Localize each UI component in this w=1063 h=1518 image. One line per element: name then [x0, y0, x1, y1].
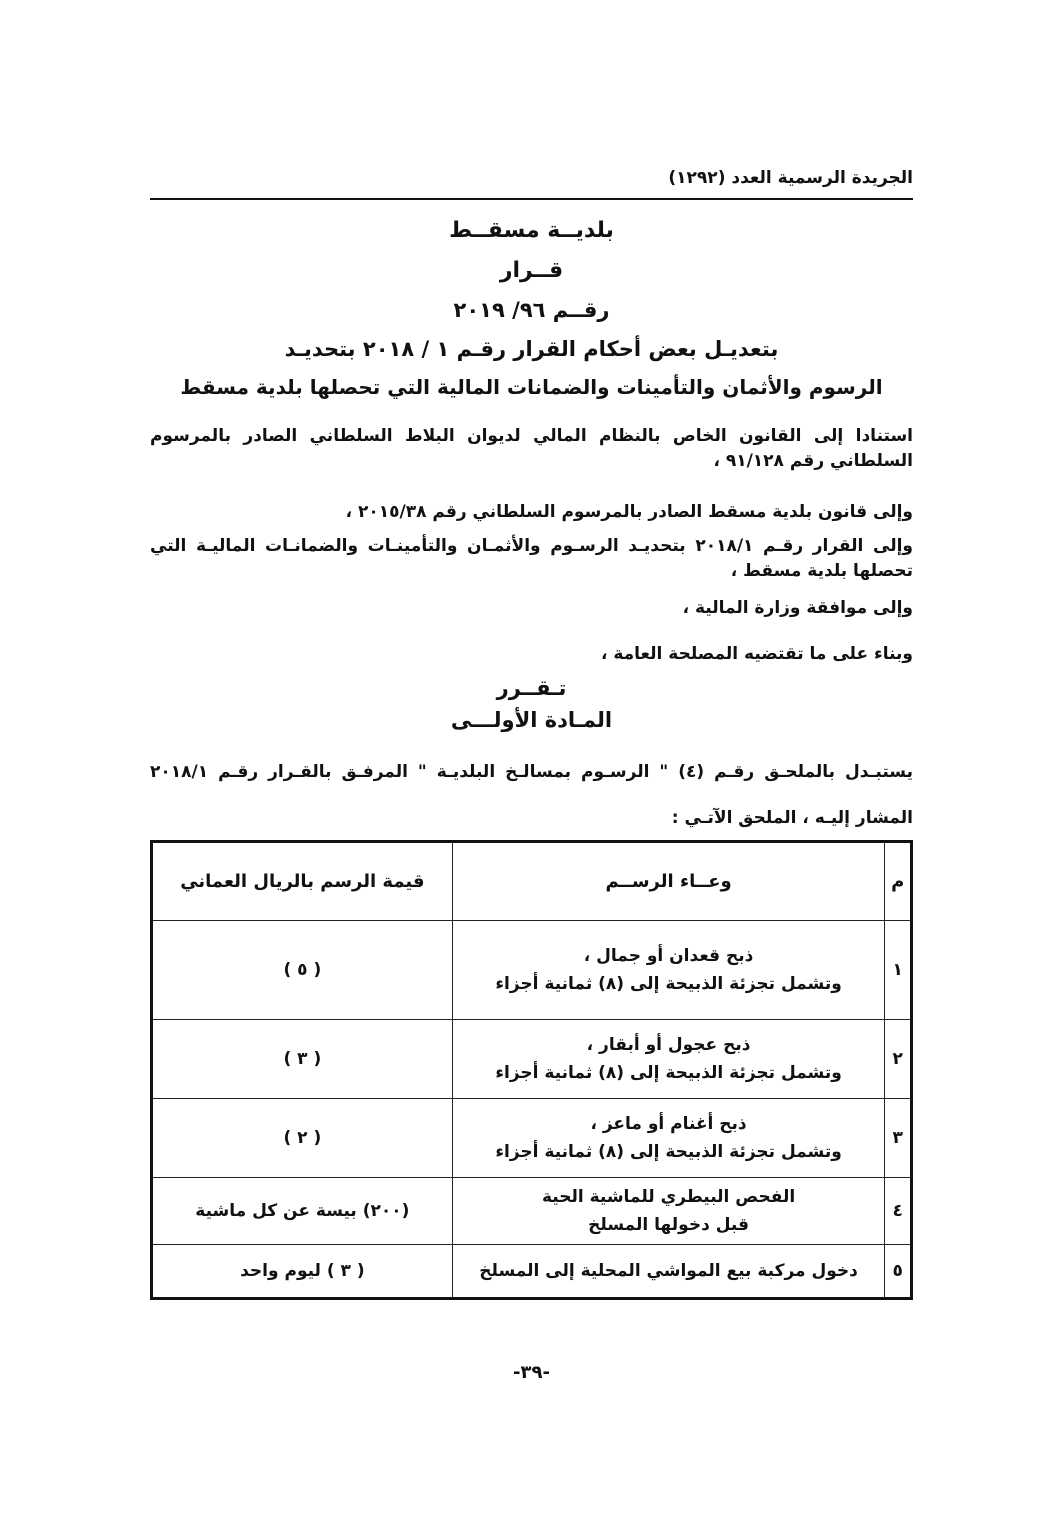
header-divider — [150, 198, 913, 200]
article-text-line-2: المشار إليـه ، الملحق الآتـي : — [671, 808, 913, 828]
article-text-line-1: يستبـدل بالملحـق رقـم (٤) " الرسـوم بمسالـخ البلديـة " المرفـق بالقـرار رقـم ٢٠١٨/١ — [150, 762, 913, 782]
row-value: ( ٣ ) ليوم واحد — [152, 1245, 453, 1299]
row-value: ( ٣ ) — [152, 1020, 453, 1099]
table-row — [152, 1099, 912, 1178]
header-description: وعــاء الرســم — [452, 842, 885, 921]
header-num: م — [885, 842, 912, 921]
fees-table — [150, 840, 913, 1300]
table-header-row — [152, 842, 912, 921]
header-value: قيمة الرسم بالريال العماني — [152, 842, 453, 921]
description-line: دخول مركبة بيع المواشي المحلية إلى المسلخ — [479, 1261, 858, 1281]
row-value: ( ٢ ) — [152, 1099, 453, 1178]
description-line: الفحص البيطري للماشية الحية — [541, 1187, 796, 1207]
table-row — [152, 1245, 912, 1299]
row-description — [452, 921, 885, 1020]
preamble-paragraph-5: وبناء على ما تقتضيه المصلحة العامة ، — [600, 644, 913, 664]
row-value: (٢٠٠) بيسة عن كل ماشية — [152, 1178, 453, 1245]
row-num: ٢ — [885, 1020, 912, 1099]
issuer-title: بلديــة مسقــط — [449, 218, 614, 243]
row-num: ٣ — [885, 1099, 912, 1178]
row-num: ٤ — [885, 1178, 912, 1245]
description-line: ذبح قعدان أو جمال ، — [583, 946, 754, 966]
row-description — [452, 1020, 885, 1099]
row-description — [452, 1245, 885, 1299]
preamble-paragraph-1: استنادا إلى القانون الخاص بالنظام المالي لديوان البلاط السلطاني الصادر بالمرسوم السلطاني رقم ٩١/١٢٨ ، — [150, 426, 913, 471]
description-line: قبل دخولها المسلخ — [588, 1215, 749, 1235]
table-row — [152, 1020, 912, 1099]
description-line: ذبح أغنام أو ماعز ، — [590, 1114, 747, 1134]
running-header: الجريدة الرسمية العدد (١٢٩٢) — [668, 168, 913, 188]
row-description — [452, 1178, 885, 1245]
article-heading: المـادة الأولـــى — [450, 708, 613, 732]
subject-line-2: الرسوم والأثمان والتأمينات والضمانات المالية التي تحصلها بلدية مسقط — [180, 375, 883, 399]
description-line: وتشمل تجزئة الذبيحة إلى (٨) ثمانية أجزاء — [495, 1142, 842, 1162]
row-num: ٥ — [885, 1245, 912, 1299]
description-line: وتشمل تجزئة الذبيحة إلى (٨) ثمانية أجزاء — [495, 974, 842, 994]
table-row — [152, 1178, 912, 1245]
preamble-paragraph-2: وإلى قانون بلدية مسقط الصادر بالمرسوم السلطاني رقم ٢٠١٥/٣٨ ، — [345, 502, 913, 522]
row-description — [452, 1099, 885, 1178]
row-num: ١ — [885, 921, 912, 1020]
preamble-paragraph-3: وإلى القرار رقـم ٢٠١٨/١ بتحديـد الرسـوم والأثمـان والتأمينـات والضمانـات الماليـة التي تحصلها بلدية مسقط ، — [150, 536, 913, 581]
decision-number: رقــم ٩٦/ ٢٠١٩ — [453, 298, 610, 322]
page-number: -٣٩- — [513, 1362, 550, 1383]
document-type: قــرار — [499, 258, 564, 283]
description-line: وتشمل تجزئة الذبيحة إلى (٨) ثمانية أجزاء — [495, 1063, 842, 1083]
preamble-paragraph-4: وإلى موافقة وزارة المالية ، — [682, 598, 913, 618]
row-value: ( ٥ ) — [152, 921, 453, 1020]
decision-heading: تـقــرر — [496, 676, 567, 700]
description-line: ذبح عجول أو أبقار ، — [586, 1035, 751, 1055]
table-row — [152, 921, 912, 1020]
subject-line-1: بتعديـل بعض أحكام القرار رقـم ١ / ٢٠١٨ بتحديـد — [284, 337, 779, 361]
